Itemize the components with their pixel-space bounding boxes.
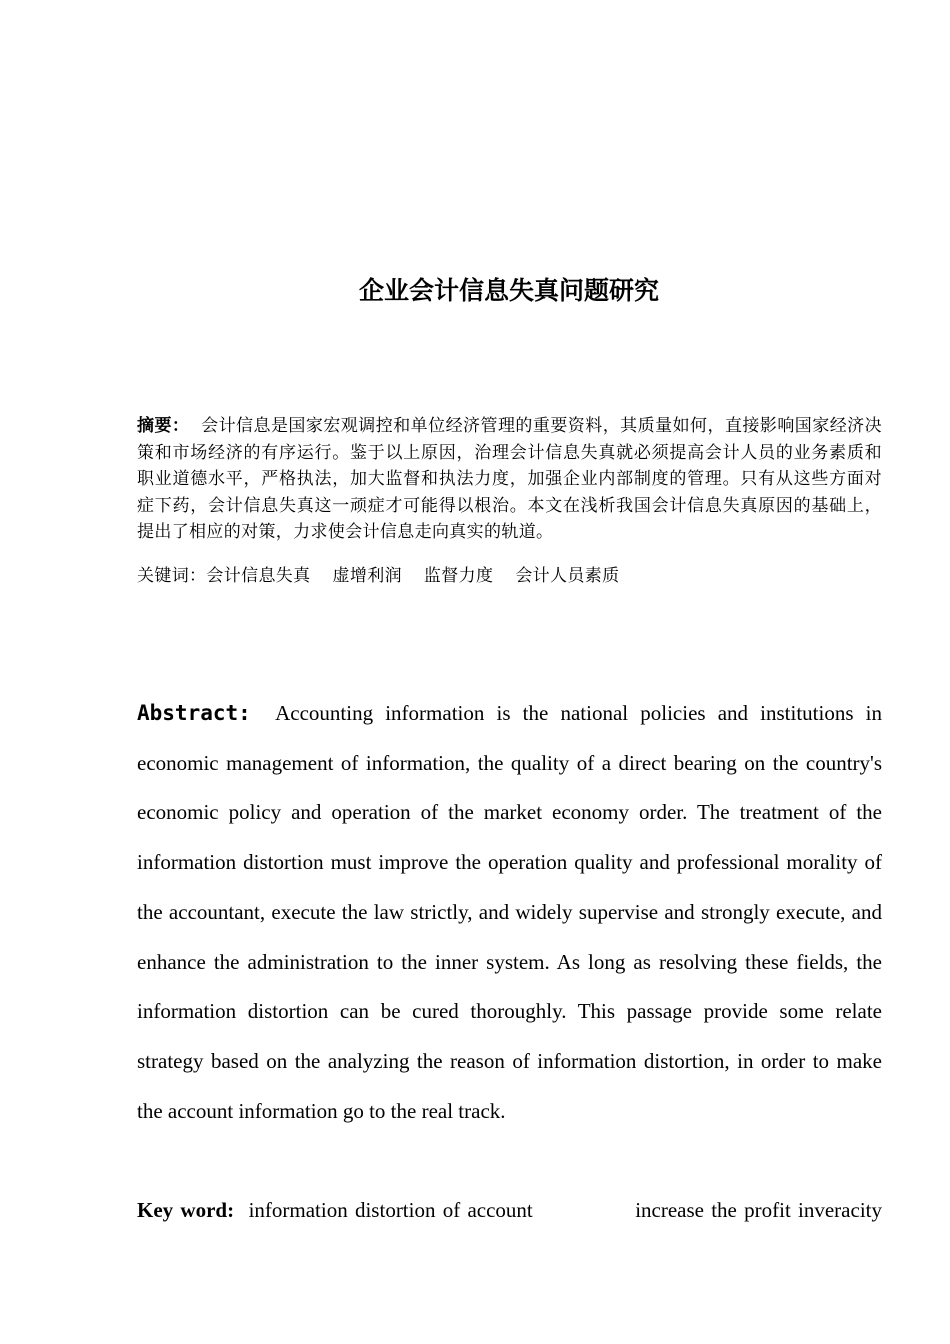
- english-keywords-label: Key word:: [137, 1198, 235, 1222]
- english-keywords: [137, 1185, 882, 1235]
- chinese-keyword: 监督力度: [423, 566, 494, 586]
- english-abstract-label: Abstract:: [137, 701, 251, 725]
- english-keyword: increase the profit inveracity: [635, 1198, 882, 1222]
- chinese-keyword: 会计人员素质: [515, 566, 620, 586]
- chinese-abstract-label: 摘要：: [137, 416, 190, 436]
- english-abstract-text: Accounting information is the national policies and institutions in economic management of information, the quality of a direct bearing on the country's economic policy and operation of the market economy order. The treatment of the information distortion must improve the operation quality and professional morality of the accountant, execute the law strictly, and widely supervise and strongly execute, and enhance the administration to the inner system. As long as resolving these fields, the information distortion can be cured thoroughly. This passage provide some relate strategy based on the analyzing the reason of information distortion, in order to make the account information go to the real track.: [137, 701, 882, 1123]
- english-keyword: information distortion of account: [248, 1198, 533, 1222]
- chinese-keyword: 虚增利润: [332, 566, 402, 586]
- chinese-abstract: [137, 413, 882, 546]
- chinese-keywords-label: 关键词：: [137, 566, 207, 586]
- chinese-keywords: [137, 563, 882, 589]
- english-abstract: [137, 689, 882, 1136]
- page-title: 企业会计信息失真问题研究: [358, 276, 659, 305]
- chinese-keyword: 会计信息失真: [206, 566, 311, 586]
- chinese-abstract-text: 会计信息是国家宏观调控和单位经济管理的重要资料，其质量如何，直接影响国家经济决策和市场经济的有序运行。鉴于以上原因，治理会计信息失真就必须提高会计人员的业务素质和职业道德水平，严格执法，加大监督和执法力度，加强企业内部制度的管理。只有从这些方面对症下药，会计信息失真这一顽症才可能得以根治。本文在浅析我国会计信息失真原因的基础上，提出了相应的对策，力求使会计信息走向真实的轨道。: [137, 416, 882, 542]
